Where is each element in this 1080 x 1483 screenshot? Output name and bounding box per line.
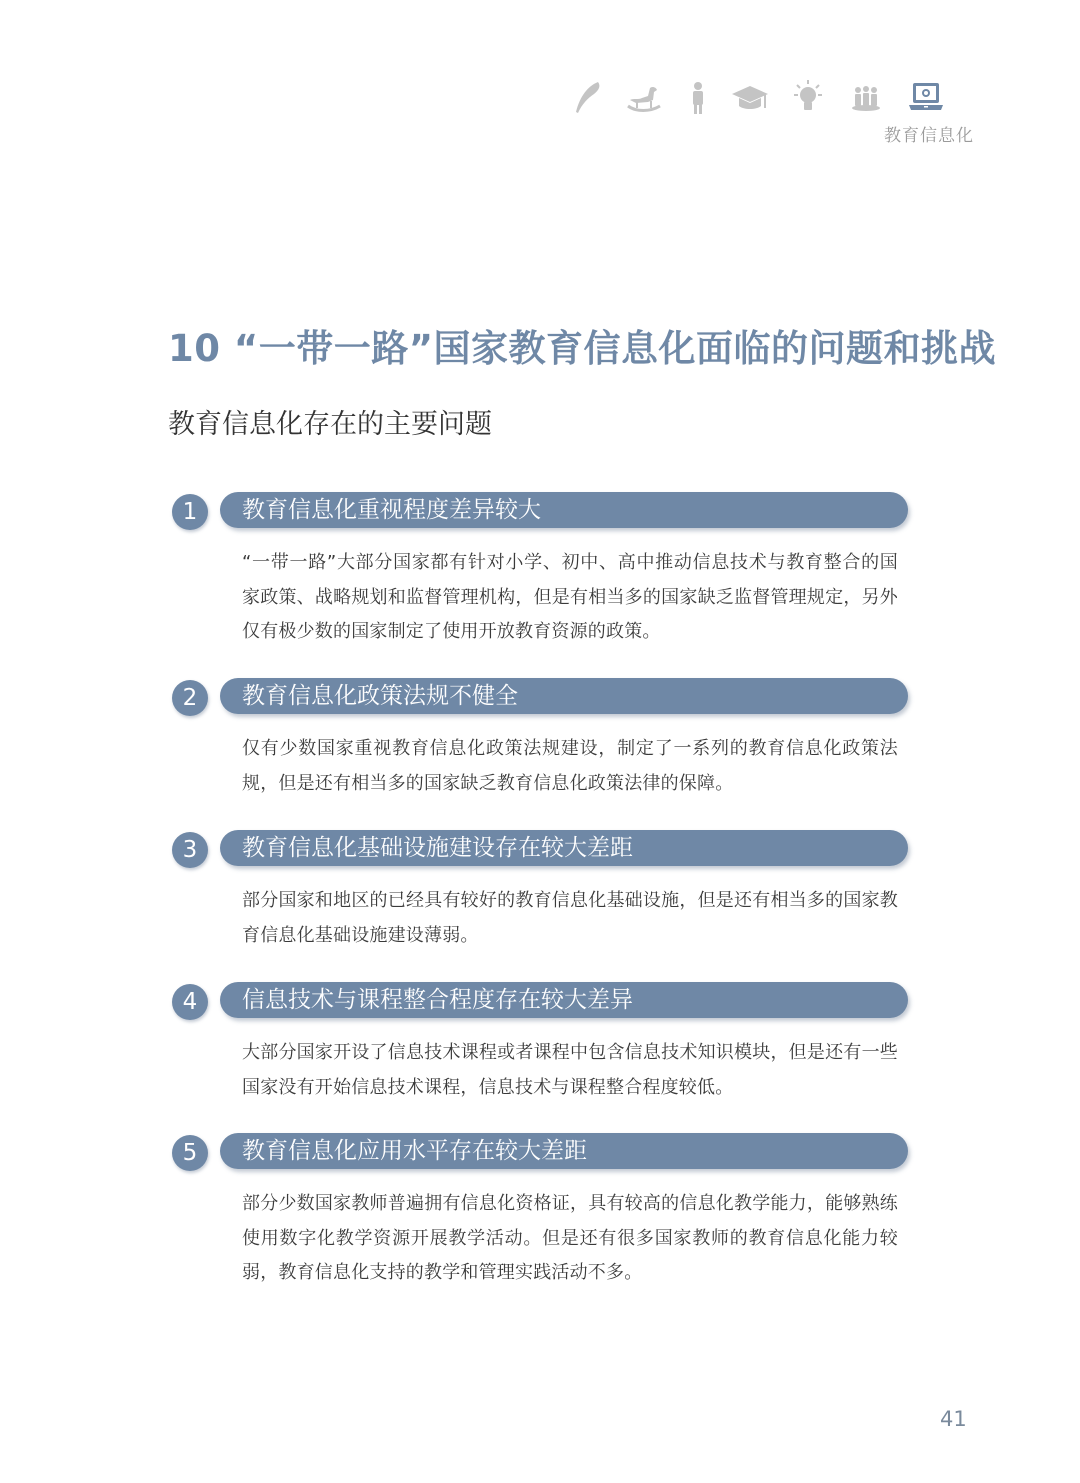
rocking-horse-icon	[624, 78, 664, 118]
issue-title-bar	[220, 492, 908, 528]
issue-item	[172, 1133, 912, 1291]
child-student-icon	[678, 78, 718, 118]
issue-number-badge: 1	[172, 494, 208, 530]
issue-title: 教育信息化重视程度差异较大	[242, 497, 541, 523]
issue-title-bar	[220, 678, 908, 714]
section-icon-bar	[568, 78, 988, 122]
issue-description: 仅有少数国家重视教育信息化政策法规建设，制定了一系列的教育信息化政策法规，但是还有相当多的国家缺乏教育信息化政策法律的保障。	[242, 738, 898, 794]
issue-header	[172, 678, 912, 718]
issue-number-badge: 5	[172, 1135, 208, 1171]
issue-header	[172, 982, 912, 1022]
issue-title: 教育信息化政策法规不健全	[242, 683, 518, 709]
issue-title: 信息技术与课程整合程度存在较大差异	[242, 987, 633, 1013]
issue-item	[172, 492, 912, 650]
issue-item	[172, 830, 912, 953]
people-group-icon	[846, 78, 886, 118]
laptop-cloud-icon	[906, 78, 946, 118]
issue-title-bar	[220, 1133, 908, 1169]
issue-item	[172, 678, 912, 801]
issue-header	[172, 830, 912, 870]
page-number: 41	[940, 1407, 967, 1431]
issue-title-bar	[220, 830, 908, 866]
issue-item	[172, 982, 912, 1105]
issue-number-badge: 2	[172, 680, 208, 716]
issue-title-bar	[220, 982, 908, 1018]
issue-description: 部分国家和地区的已经具有较好的教育信息化基础设施，但是还有相当多的国家教育信息化基础设施建设薄弱。	[242, 890, 898, 946]
issue-title: 教育信息化应用水平存在较大差距	[242, 1138, 587, 1164]
issue-description: “一带一路”大部分国家都有针对小学、初中、高中推动信息技术与教育整合的国家政策、战略规划和监督管理机构，但是有相当多的国家缺乏监督管理规定，另外仅有极少数的国家制定了使用开放教育资源的政策。	[242, 552, 898, 642]
issue-title: 教育信息化基础设施建设存在较大差距	[242, 835, 633, 861]
issue-number-badge: 3	[172, 832, 208, 868]
issue-number-badge: 4	[172, 984, 208, 1020]
feather-icon	[568, 78, 608, 118]
issue-header	[172, 492, 912, 532]
section-label: 教育信息化	[884, 126, 974, 146]
issue-description: 部分少数国家教师普遍拥有信息化资格证，具有较高的信息化教学能力，能够熟练使用数字化教学资源开展教学活动。但是还有很多国家教师的教育信息化能力较弱，教育信息化支持的教学和管理实践活动不多。	[242, 1193, 898, 1283]
issue-header	[172, 1133, 912, 1173]
graduation-cap-icon	[730, 78, 770, 118]
chapter-title: 10 “一带一路”国家教育信息化面临的问题和挑战	[168, 327, 997, 370]
lightbulb-icon	[788, 78, 828, 118]
section-subheading: 教育信息化存在的主要问题	[168, 409, 492, 440]
issue-description: 大部分国家开设了信息技术课程或者课程中包含信息技术知识模块，但是还有一些国家没有开始信息技术课程，信息技术与课程整合程度较低。	[242, 1042, 898, 1098]
